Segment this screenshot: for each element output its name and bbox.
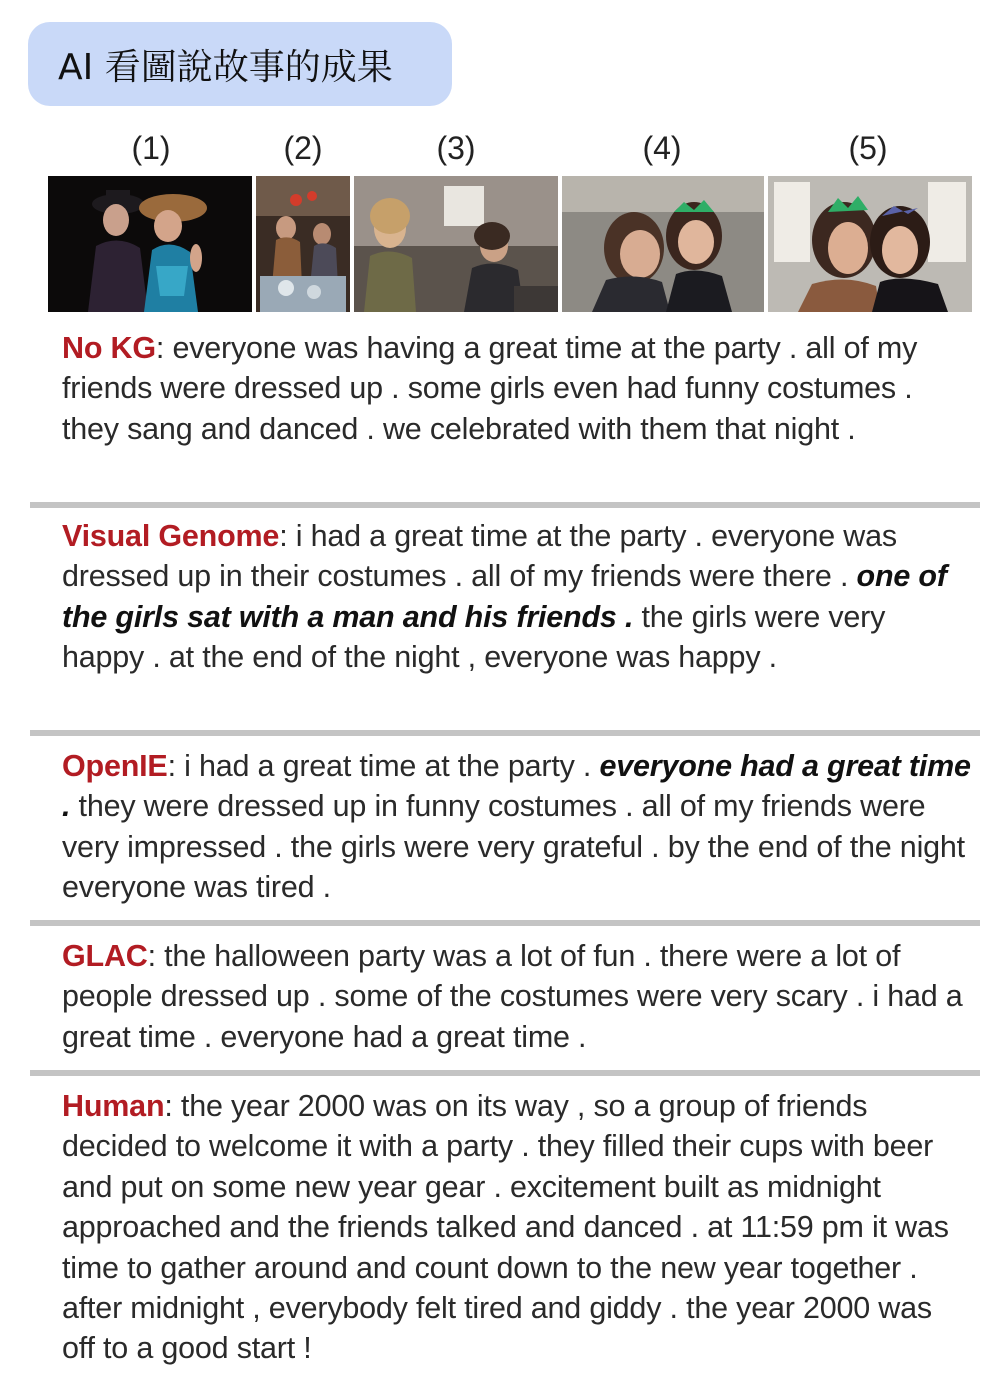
divider xyxy=(30,920,980,926)
photo-label-1: (1) xyxy=(131,130,171,166)
figure-panel xyxy=(30,122,980,1384)
photo-1 xyxy=(48,176,252,312)
story-text: : the year 2000 was on its way , so a group of friends decided to welcome it with a party . they filled their cups with beer and put on some new year gear . excitement built as midnight approached and the friends talked and danced . at 11:59 pm it was time to gather around and count down to the new year together . after midnight , everybody felt tired and giddy . the year 2000 was off to a good start ! xyxy=(62,1089,949,1366)
photo-labels xyxy=(30,130,980,174)
title-banner xyxy=(28,22,452,106)
story-text: : i had a great time at the party . xyxy=(167,749,600,783)
story-highlight: everyone had a great time . xyxy=(62,749,971,824)
photo-3 xyxy=(354,176,558,312)
story-visual-genome xyxy=(62,516,972,678)
model-label: Visual Genome xyxy=(62,519,280,553)
photo-label-5: (5) xyxy=(848,130,888,166)
story-text: : everyone was having a great time at the party . all of my friends were dressed up . some girls even had funny costumes . they sang and danced . we celebrated with them that night . xyxy=(62,331,918,446)
photo-5 xyxy=(768,176,972,312)
model-label: Human xyxy=(62,1089,165,1123)
story-human xyxy=(62,1086,972,1369)
story-openie xyxy=(62,746,972,908)
divider xyxy=(30,1070,980,1076)
model-label: No KG xyxy=(62,331,156,365)
model-label: OpenIE xyxy=(62,749,168,783)
divider xyxy=(30,502,980,508)
story-highlight: one of the girls sat with a man and his friends . xyxy=(62,559,947,634)
photo-4 xyxy=(562,176,764,312)
photo-label-2: (2) xyxy=(283,130,323,166)
photo-label-4: (4) xyxy=(642,130,682,166)
divider xyxy=(30,730,980,736)
story-no-kg xyxy=(62,328,972,449)
page-title: AI 看圖說故事的成果 xyxy=(58,46,393,88)
story-text: they were dressed up in funny costumes . all of my friends were very impressed . the girls were very grateful . by the end of the night everyone was tired . xyxy=(62,789,965,905)
photo-2 xyxy=(256,176,350,312)
model-label: GLAC xyxy=(62,939,148,973)
story-glac xyxy=(62,936,972,1057)
story-text: the girls were very happy . at the end of the night , everyone was happy . xyxy=(62,599,886,675)
story-text: : the halloween party was a lot of fun . there were a lot of people dressed up . some of the costumes were very scary . i had a great time . everyone had a great time . xyxy=(62,939,963,1054)
photo-label-3: (3) xyxy=(436,130,476,166)
story-text: : i had a great time at the party . everyone was dressed up in their costumes . all of my friends were there . xyxy=(62,519,897,594)
